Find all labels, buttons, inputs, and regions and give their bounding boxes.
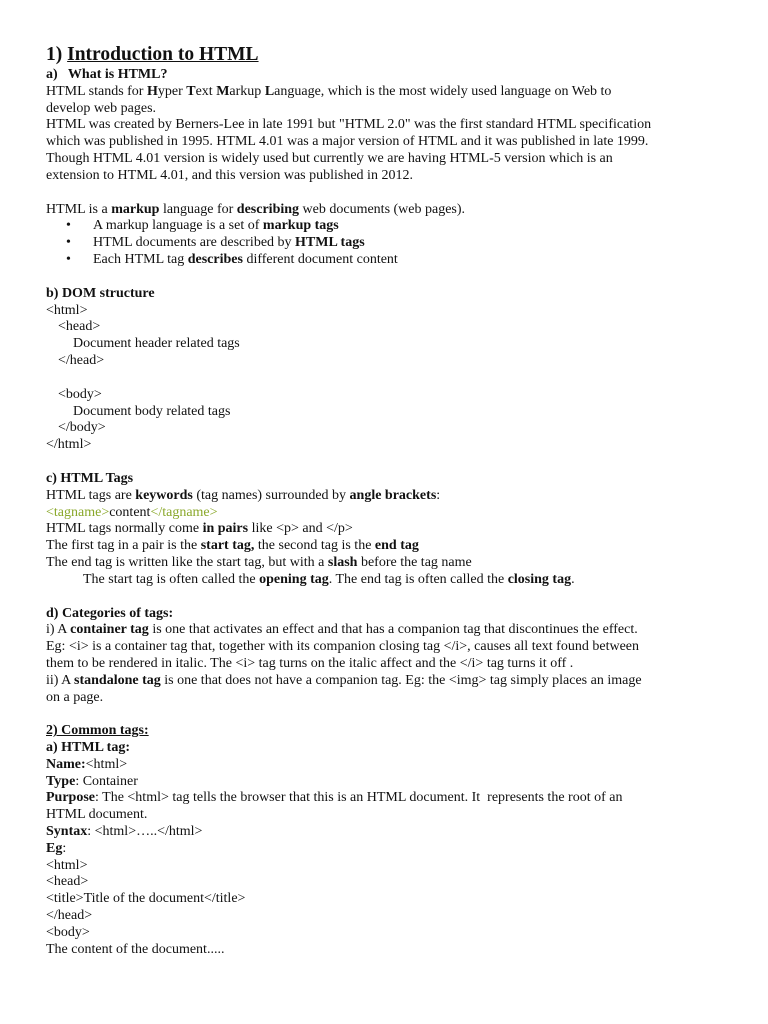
paragraph-line: The end tag is written like the start tag, but with a slash before the tag name <box>46 554 472 570</box>
list-item: • HTML documents are described by HTML tags <box>66 235 365 251</box>
subheading-what-is-html: a) What is HTML? <box>46 67 168 82</box>
list-item: • A markup language is a set of markup tags <box>66 218 339 234</box>
paragraph-line: i) A container tag is one that activates an effect and that has a companion tag that discontinues the effect. <box>46 622 638 638</box>
paragraph-line: HTML tags normally come in pairs like <p> and </p> <box>46 521 353 537</box>
paragraph-line: them to be rendered in italic. The <i> tag turns on the italic affect and the </i> tag turns it off . <box>46 655 574 671</box>
field-syntax: Syntax: <html>…..</html> <box>46 824 203 840</box>
paragraph-line: extension to HTML 4.01, and this version was published in 2012. <box>46 167 413 183</box>
code-line: </head> <box>58 352 105 368</box>
paragraph-line: HTML was created by Berners-Lee in late 1991 but "HTML 2.0" was the first standard HTML specification <box>46 117 652 133</box>
code-line: The content of the document..... <box>46 941 225 957</box>
subheading-html-tags: c) HTML Tags <box>46 470 134 486</box>
code-line: <head> <box>58 319 101 335</box>
paragraph-line: HTML tags are keywords (tag names) surrounded by angle brackets: <box>46 487 441 503</box>
paragraph-line: The start tag is often called the opening tag. The end tag is often called the closing tag. <box>83 571 575 587</box>
document-page <box>46 44 736 958</box>
code-line: </html> <box>46 437 92 453</box>
paragraph-line: Though HTML 4.01 version is widely used but currently we are having HTML-5 version which is an <box>46 150 613 166</box>
code-line: </head> <box>46 908 93 924</box>
code-line: <head> <box>46 874 89 890</box>
code-line: <title>Title of the document</title> <box>46 891 246 907</box>
subheading-dom-structure: b) DOM structure <box>46 285 155 301</box>
field-purpose: Purpose: The <html> tag tells the browser that this is an HTML document. It represents the root of an <box>46 790 623 806</box>
paragraph-line: which was published in 1995. HTML 4.01 was a major version of HTML and it was published in late 1999. <box>46 134 649 150</box>
section-2-heading: 2) Common tags: <box>46 723 149 739</box>
bullet-icon: • <box>66 218 71 234</box>
code-line: </body> <box>58 420 106 436</box>
section-1-number: 1) <box>46 44 63 65</box>
paragraph-line: The first tag in a pair is the start tag, the second tag is the end tag <box>46 538 419 554</box>
paragraph-line: on a page. <box>46 689 104 705</box>
field-type: Type: Container <box>46 773 138 789</box>
code-line: <body> <box>58 386 102 402</box>
paragraph-line: HTML is a markup language for describing web documents (web pages). <box>46 201 466 217</box>
paragraph-line: ii) A standalone tag is one that does not have a companion tag. Eg: the <img> tag simply places an image <box>46 672 642 688</box>
bullet-icon: • <box>66 235 71 251</box>
list-item: • Each HTML tag describes different document content <box>66 251 398 267</box>
section-1-heading <box>46 44 736 66</box>
subheading-categories-of-tags: d) Categories of tags: <box>46 605 174 621</box>
code-line: <html> <box>46 302 88 318</box>
paragraph-line: HTML stands for Hyper Text Markup Language, which is the most widely used language on Web to <box>46 83 612 99</box>
paragraph-line: develop web pages. <box>46 100 157 116</box>
code-line: <html> <box>46 857 88 873</box>
tag-example-line: <tagname>content</tagname> <box>46 504 218 520</box>
paragraph-line: Eg: <i> is a container tag that, together with its companion closing tag </i>, causes all text found between <box>46 639 639 655</box>
section-1-title: Introduction to HTML <box>67 44 259 65</box>
field-name: Name:<html> <box>46 756 128 772</box>
code-line: Document body related tags <box>73 403 231 419</box>
subheading-html-tag: a) HTML tag: <box>46 740 130 756</box>
field-purpose-continued: HTML document. <box>46 807 148 823</box>
bullet-icon: • <box>66 251 71 267</box>
field-eg: Eg: <box>46 840 67 856</box>
code-line: Document header related tags <box>73 336 240 352</box>
code-line: <body> <box>46 924 90 940</box>
